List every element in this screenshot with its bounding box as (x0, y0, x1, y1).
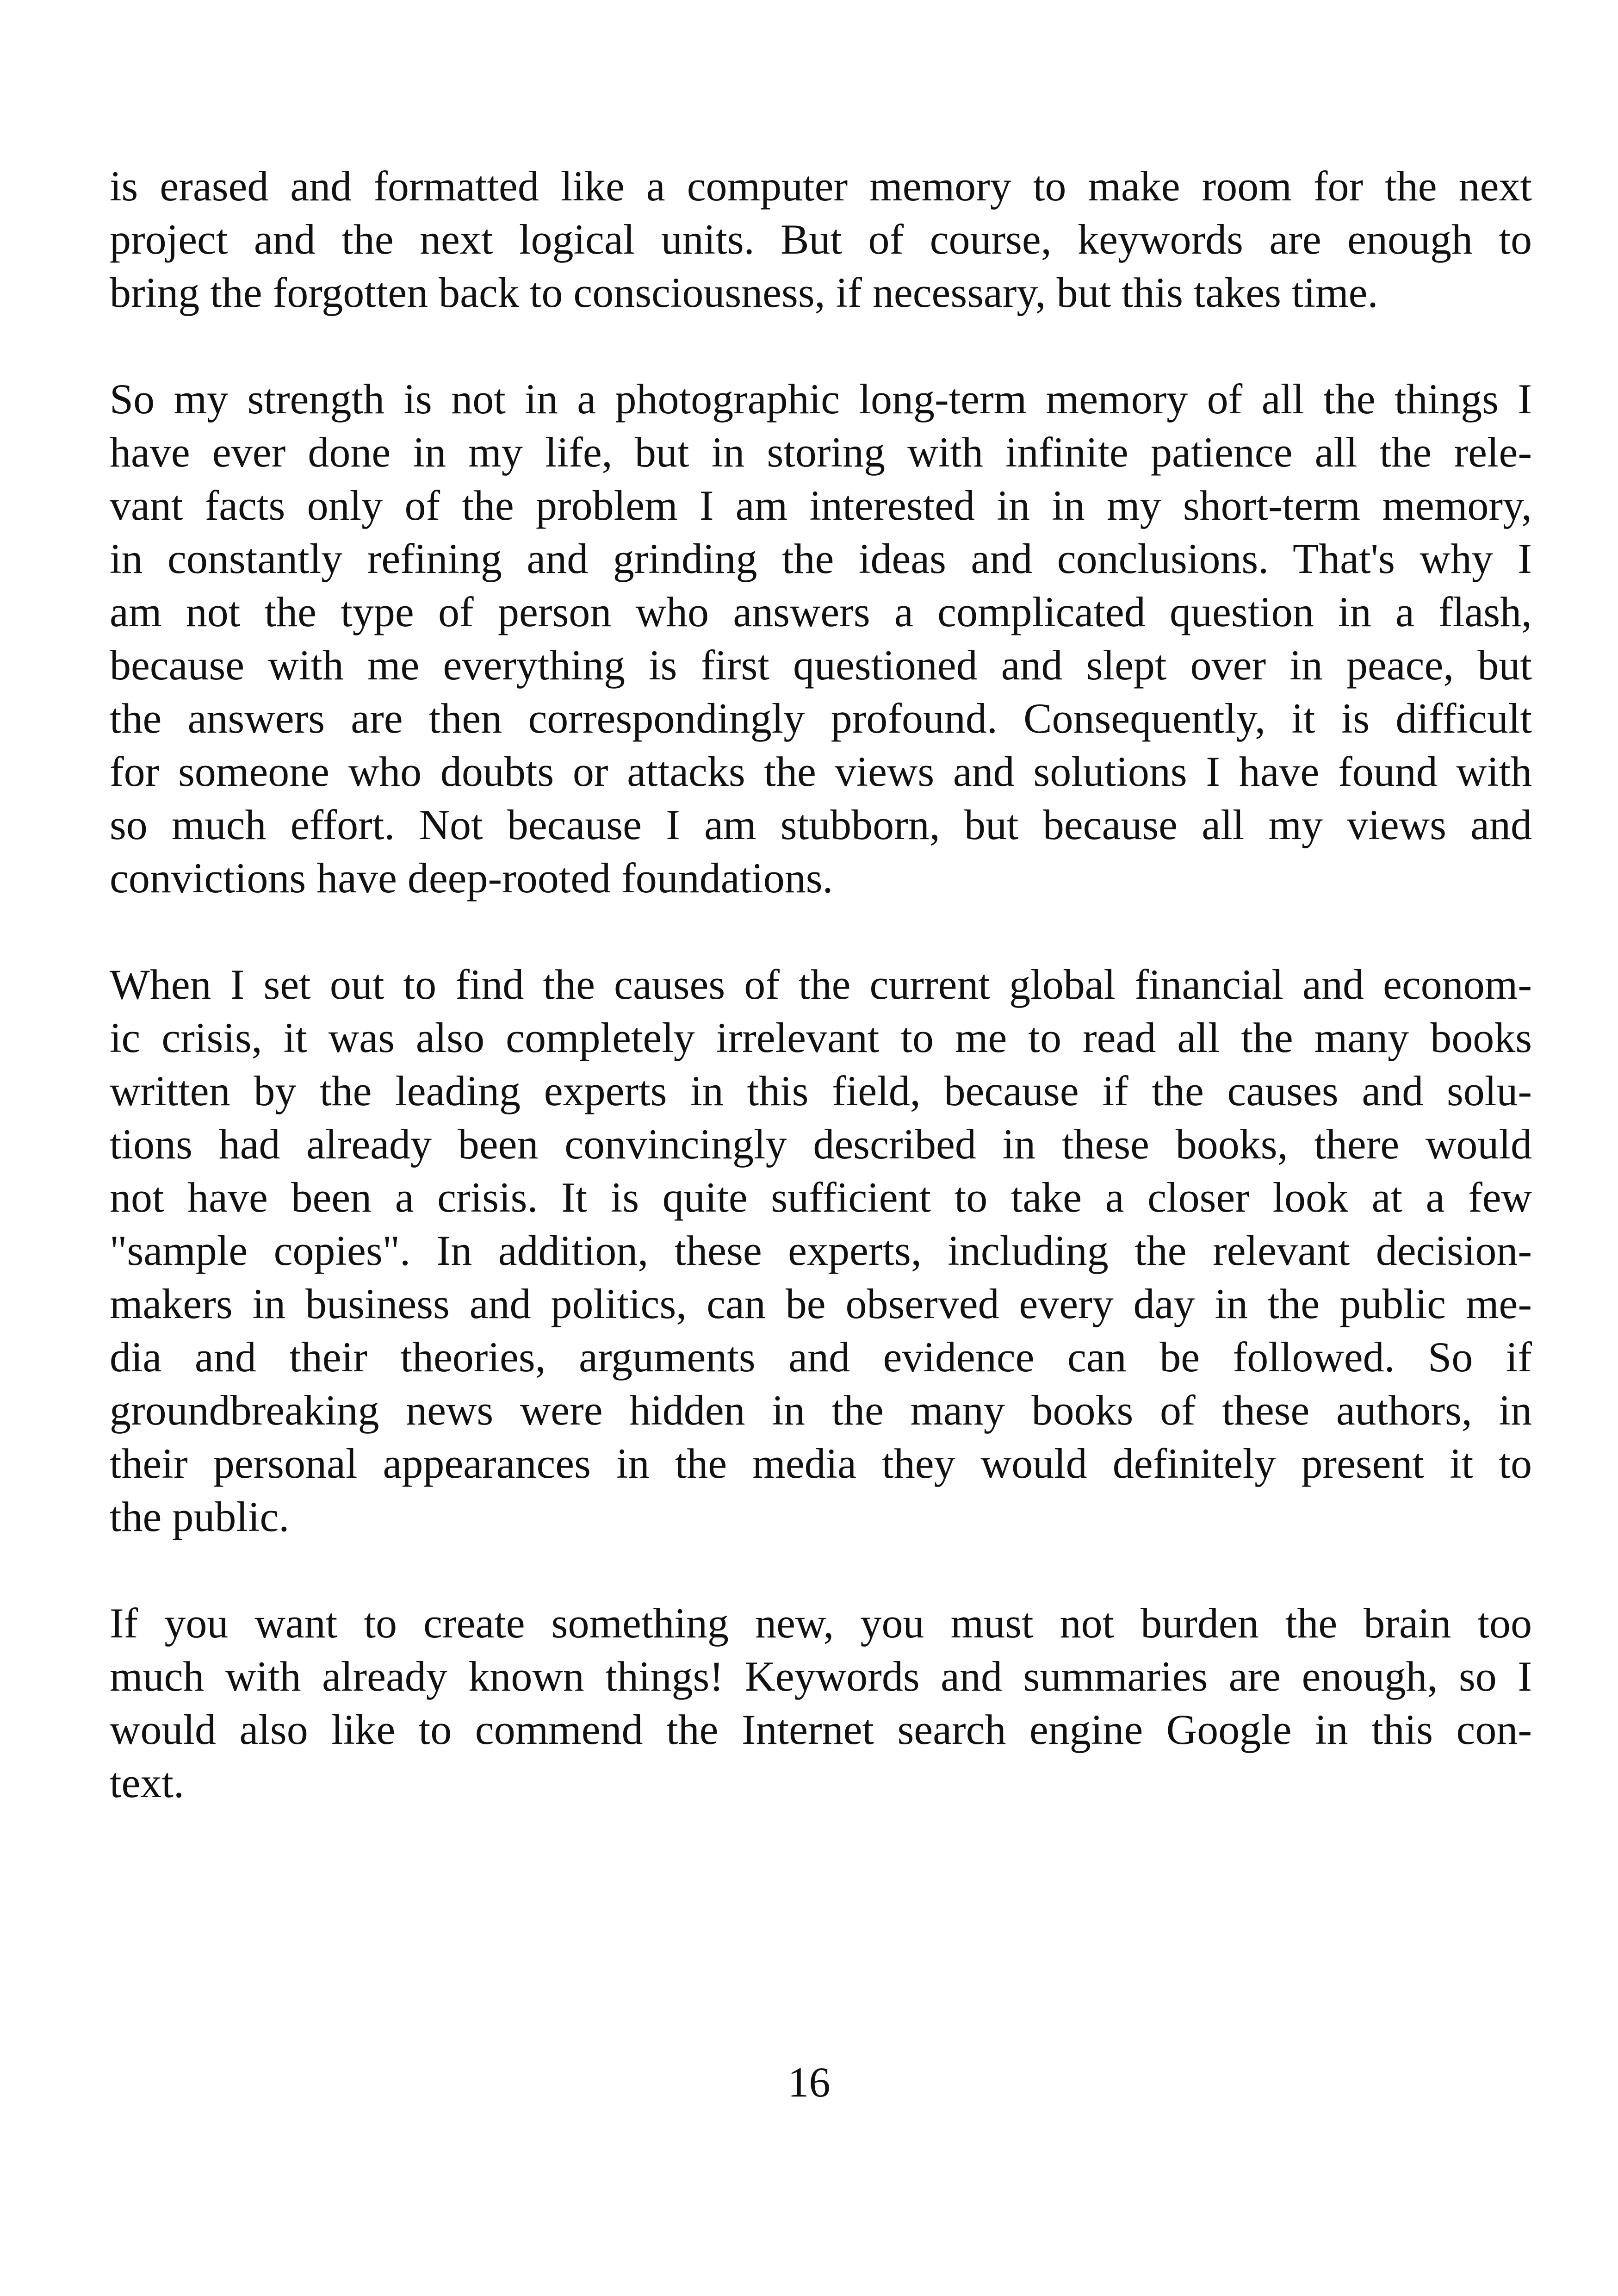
body-text (110, 160, 1532, 1863)
text-line: text. (110, 1759, 184, 1806)
text-line: would also like to commend the Internet search engine Google in this con- (110, 1706, 1532, 1753)
text-line: because with me everything is first questioned and slept over in peace, but (110, 641, 1532, 689)
text-line: project and the next logical units. But of course, keywords are enough to (110, 216, 1532, 263)
page-number: 16 (787, 2059, 831, 2106)
text-line: convictions have deep-rooted foundations. (110, 854, 833, 902)
text-line: So my strength is not in a photographic long-term memory of all the things I (110, 375, 1532, 423)
text-line: dia and their theories, arguments and evidence can be followed. So if (110, 1333, 1532, 1381)
text-line: the public. (110, 1493, 290, 1540)
text-line: written by the leading experts in this field, because if the causes and solu- (110, 1067, 1532, 1114)
text-line: is erased and formatted like a computer memory to make room for the next (110, 162, 1532, 210)
paragraph-3 (110, 958, 1532, 1543)
text-line: in constantly refining and grinding the ideas and conclusions. That's why I (110, 535, 1532, 582)
text-line: vant facts only of the problem I am interested in in my short-term memory, (110, 482, 1532, 529)
text-line: groundbreaking news were hidden in the many books of these authors, in (110, 1387, 1532, 1434)
text-line: the answers are then correspondingly profound. Consequently, it is difficult (110, 695, 1532, 742)
text-line: If you want to create something new, you must not burden the brain too (110, 1599, 1532, 1647)
text-line: for someone who doubts or attacks the views and solutions I have found with (110, 748, 1532, 795)
text-line: am not the type of person who answers a complicated question in a flash, (110, 588, 1532, 635)
paragraph-1 (110, 160, 1532, 319)
text-line: much with already known things! Keywords and summaries are enough, so I (110, 1653, 1532, 1700)
text-line: makers in business and politics, can be observed every day in the public me- (110, 1280, 1532, 1327)
text-line: When I set out to find the causes of the current global financial and econom- (110, 961, 1532, 1008)
text-line: their personal appearances in the media they would definitely present it to (110, 1440, 1532, 1487)
paragraph-4 (110, 1597, 1532, 1810)
text-line: ic crisis, it was also completely irrelevant to me to read all the many books (110, 1014, 1532, 1061)
text-line: not have been a crisis. It is quite sufficient to take a closer look at a few (110, 1174, 1532, 1221)
paragraph-2 (110, 373, 1532, 905)
text-line: have ever done in my life, but in storing with infinite patience all the rele- (110, 429, 1532, 476)
text-line: "sample copies". In addition, these experts, including the relevant decision- (110, 1227, 1532, 1274)
text-line: tions had already been convincingly described in these books, there would (110, 1120, 1532, 1168)
text-line: bring the forgotten back to consciousness, if necessary, but this takes time. (110, 269, 1378, 316)
text-line: so much effort. Not because I am stubborn, but because all my views and (110, 801, 1532, 848)
